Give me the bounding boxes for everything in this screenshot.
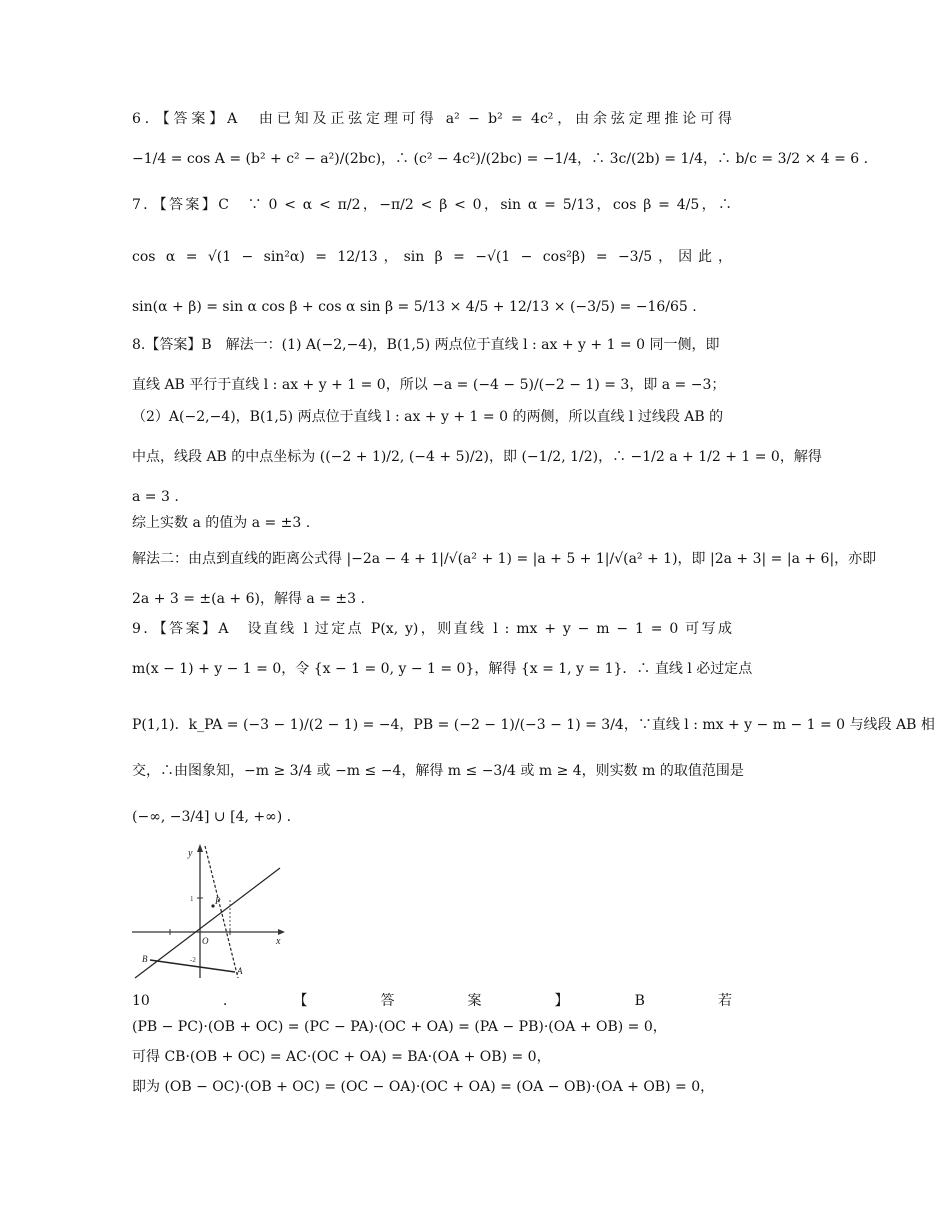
label-a: A — [237, 966, 243, 976]
text-line: −1/4 = cos A = (b² + c² − a²)/(2bc)，∴ (c² − 4c²)/(2bc) = −1/4，∴ 3c/(2b) = 1/4，∴ b/c = 3/2 × 4 = 6 . — [132, 151, 869, 167]
text-line: 交，∴由图象知，−m ≥ 3/4 或 −m ≤ −4，解得 m ≤ −3/4 或 m ≥ 4，则实数 m 的取值范围是 — [132, 763, 744, 779]
text-line: (PB − PC)·(OB + OC) = (PC − PA)·(OC + OA) = (PA − PB)·(OA + OB) = 0， — [132, 1019, 667, 1035]
text-line: a = 3 . — [132, 489, 179, 505]
label-y: y — [188, 848, 193, 859]
text-line: （2）A(−2,−4)，B(1,5) 两点位于直线 l : ax + y + 1 = 0 的两侧，所以直线 l 过线段 AB 的 — [132, 409, 724, 425]
text-line: P(1,1)．k_PA = (−3 − 1)/(2 − 1) = −4，PB = (−2 − 1)/(−3 − 1) = 3/4，∵直线 l : mx + y − m − 1 = 0 与线段 AB 相 — [132, 717, 935, 733]
text-line: 中点，线段 AB 的中点坐标为 ((−2 + 1)/2, (−4 + 5)/2)，即 (−1/2, 1/2)，∴ −1/2 a + 1/2 + 1 = 0，解得 — [132, 449, 822, 465]
text-line: 解法二：由点到直线的距离公式得 |−2a − 4 + 1|/√(a² + 1) = |a + 5 + 1|/√(a² + 1)，即 |2a + 3| = |a + 6|，亦即 — [132, 551, 877, 567]
text-line: 2a + 3 = ±(a + 6)，解得 a = ±3 . — [132, 591, 365, 607]
text-line: 直线 AB 平行于直线 l : ax + y + 1 = 0，所以 −a = (−4 − 5)/(−2 − 1) = 3，即 a = −3； — [132, 377, 726, 393]
line-segment-figure — [130, 840, 290, 982]
label-o: O — [202, 936, 209, 946]
text-line: (−∞, −3/4] ∪ [4, +∞) . — [132, 809, 292, 825]
label-p: P — [215, 896, 221, 906]
tick-label-neg: -2 — [190, 956, 196, 964]
text-line: 即为 (OB − OC)·(OB + OC) = (OC − OA)·(OC + OA) = (OA − OB)·(OA + OB) = 0， — [132, 1079, 715, 1095]
tick-label-1: 1 — [190, 895, 194, 903]
text-line: 7．【答案】C ∵ 0 < α < π/2，−π/2 < β < 0，sin α = 5/13，cos β = 4/5，∴ — [132, 197, 732, 213]
y-axis-arrow — [197, 844, 203, 852]
text-line: sin(α + β) = sin α cos β + cos α sin β = 5/13 × 4/5 + 12/13 × (−3/5) = −16/65 . — [132, 299, 697, 315]
x-axis-arrow — [278, 929, 285, 935]
label-x: x — [276, 936, 281, 947]
text-line: 6．【答案】A 由已知及正弦定理可得 a² − b² = 4c²，由余弦定理推论可得 — [132, 111, 732, 127]
text-line: 可得 CB·(OB + OC) = AC·(OC + OA) = BA·(OA + OB) = 0， — [132, 1049, 551, 1065]
text-line: m(x − 1) + y − 1 = 0，令 {x − 1 = 0, y − 1 = 0}，解得 {x = 1, y = 1}．∴ 直线 l 必过定点 — [132, 661, 753, 677]
text-line: 8.【答案】B 解法一：(1) A(−2,−4)，B(1,5) 两点位于直线 l : ax + y + 1 = 0 同一侧，即 — [132, 337, 720, 353]
text-line: 10 . 【 答 案 】 B 若 — [132, 993, 732, 1009]
text-line: 综上实数 a 的值为 a = ±3 . — [132, 515, 311, 531]
text-line: cos α = √(1 − sin²α) = 12/13，sin β = −√(1 − cos²β) = −3/5，因此， — [132, 249, 732, 265]
line-pb — [135, 868, 280, 978]
text-line: 9．【答案】A 设直线 l 过定点 P(x, y)，则直线 l : mx + y − m − 1 = 0 可写成 — [132, 621, 732, 637]
label-b: B — [142, 954, 148, 964]
